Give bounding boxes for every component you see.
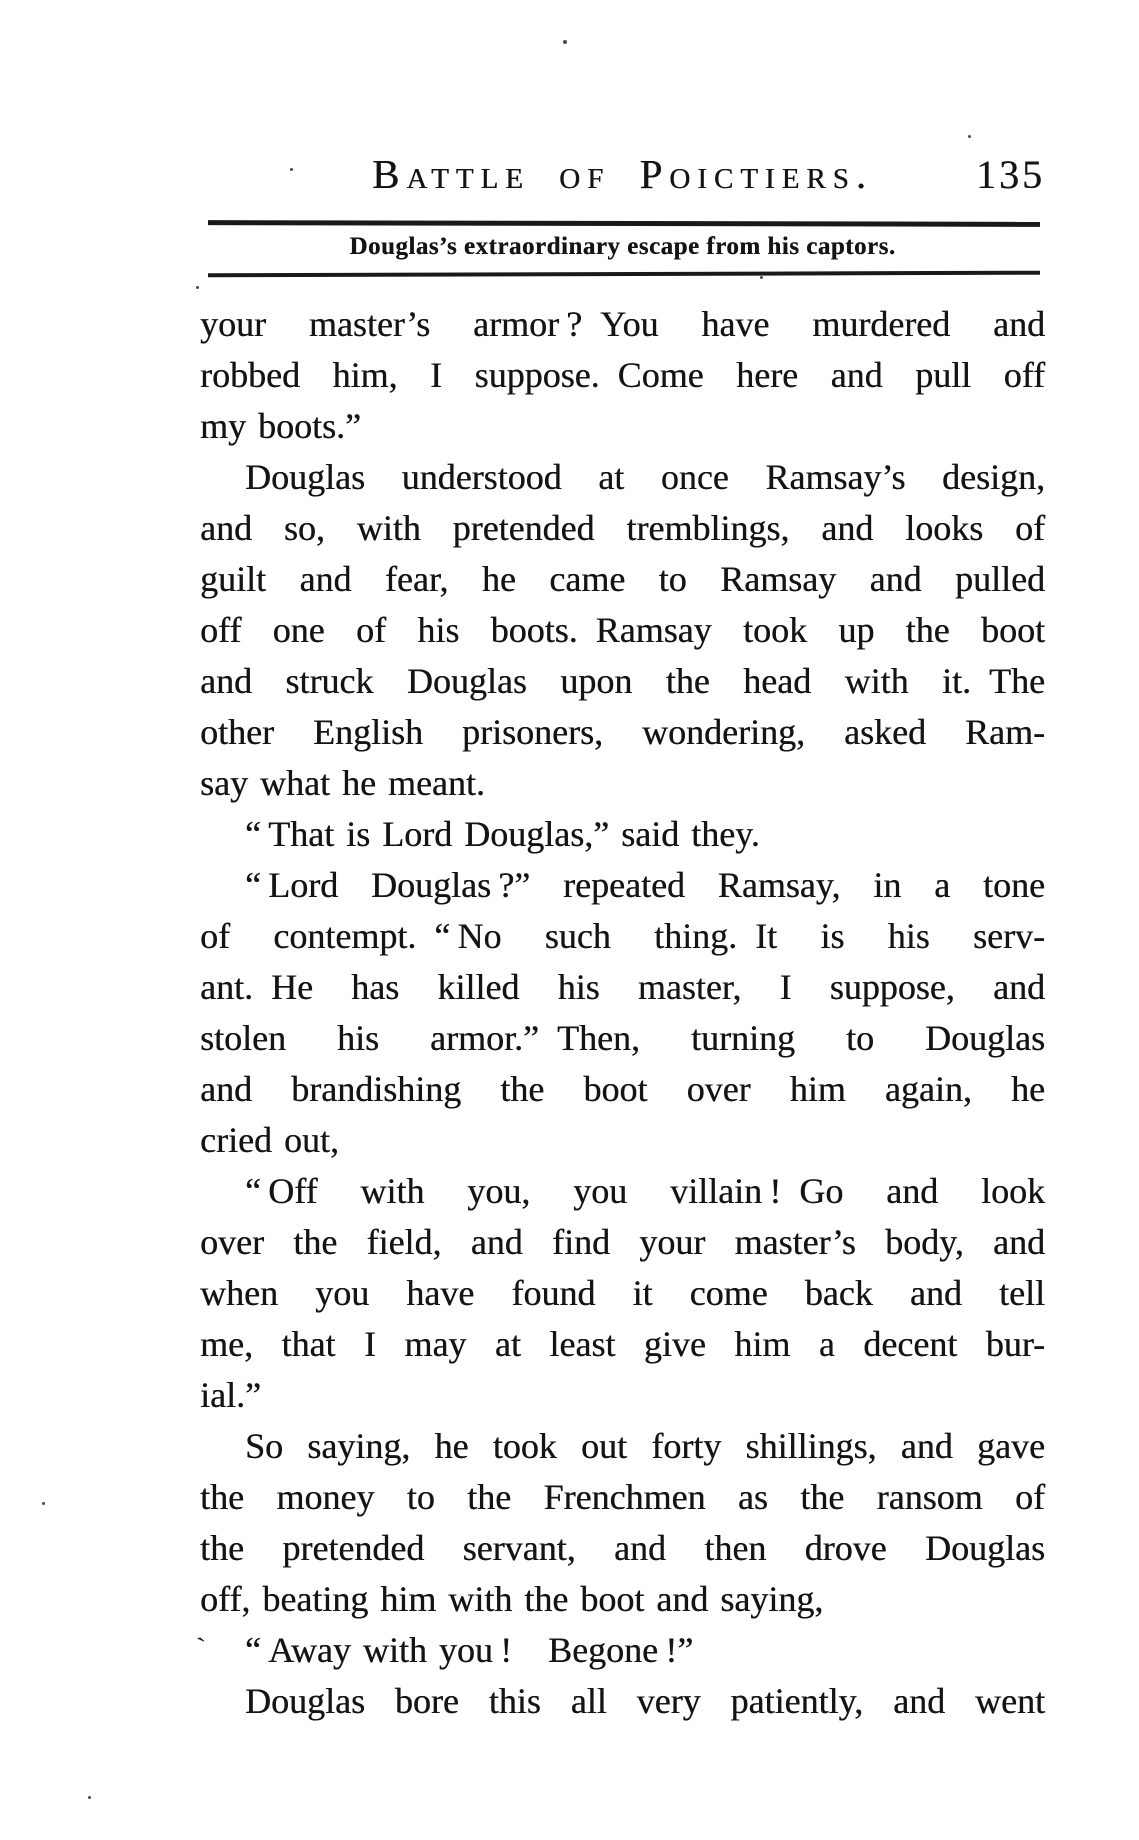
scan-speck xyxy=(88,1796,91,1799)
text-line: other English prisoners, wondering, asked Ram- xyxy=(200,712,1045,752)
text-line: robbed him, I suppose. Come here and pull off xyxy=(200,355,1045,395)
stray-ink-mark: ` xyxy=(194,1631,212,1666)
text-line: the pretended servant, and then drove Douglas xyxy=(200,1528,1045,1568)
text-line: stolen his armor.” Then, turning to Douglas xyxy=(200,1018,1045,1058)
divider-rule-bottom xyxy=(208,271,1040,278)
text-line: ant. He has killed his master, I suppose, and xyxy=(200,967,1045,1007)
divider-rule-top xyxy=(208,220,1040,227)
text-line: when you have found it come back and tell xyxy=(200,1273,1045,1313)
scan-speck xyxy=(196,286,199,289)
page-number: 135 xyxy=(976,152,1045,197)
text-line: my boots.” xyxy=(200,406,361,446)
text-line: “ Off with you, you villain ! Go and look xyxy=(245,1171,1045,1211)
scan-speck xyxy=(968,135,971,138)
text-line: and struck Douglas upon the head with it. The xyxy=(200,661,1045,701)
text-line: over the field, and find your master’s body, and xyxy=(200,1222,1045,1262)
page-header xyxy=(200,150,1045,202)
text-line: Douglas bore this all very patiently, and went xyxy=(245,1681,1045,1721)
text-line: ial.” xyxy=(200,1375,261,1415)
text-line: say what he meant. xyxy=(200,763,485,803)
text-line: me, that I may at least give him a decent bur- xyxy=(200,1324,1045,1364)
scan-speck xyxy=(42,1502,45,1505)
scan-speck xyxy=(290,168,293,171)
text-line: “ That is Lord Douglas,” said they. xyxy=(245,814,760,854)
text-line: “ Away with you ! Begone !” xyxy=(245,1630,694,1670)
text-line: and so, with pretended tremblings, and looks of xyxy=(200,508,1045,548)
section-heading: Douglas’s extraordinary escape from his captors. xyxy=(349,233,896,260)
text-line: the money to the Frenchmen as the ransom of xyxy=(200,1477,1045,1517)
scan-speck xyxy=(563,40,567,44)
scan-speck xyxy=(760,276,763,279)
text-line: So saying, he took out forty shillings, and gave xyxy=(245,1426,1045,1466)
text-line: your master’s armor ? You have murdered and xyxy=(200,304,1045,344)
body-text xyxy=(200,299,1045,1727)
text-line: guilt and fear, he came to Ramsay and pulled xyxy=(200,559,1045,599)
text-line: and brandishing the boot over him again, he xyxy=(200,1069,1045,1109)
text-line: cried out, xyxy=(200,1120,339,1160)
text-line: “ Lord Douglas ?” repeated Ramsay, in a tone xyxy=(245,865,1045,905)
text-line: of contempt. “ No such thing. It is his serv- xyxy=(200,916,1045,956)
text-line: Douglas understood at once Ramsay’s design, xyxy=(245,457,1045,497)
running-title: Battle of Poictiers. xyxy=(371,151,874,197)
text-line: off, beating him with the boot and saying, xyxy=(200,1579,824,1619)
text-line: off one of his boots. Ramsay took up the boot xyxy=(200,610,1045,650)
